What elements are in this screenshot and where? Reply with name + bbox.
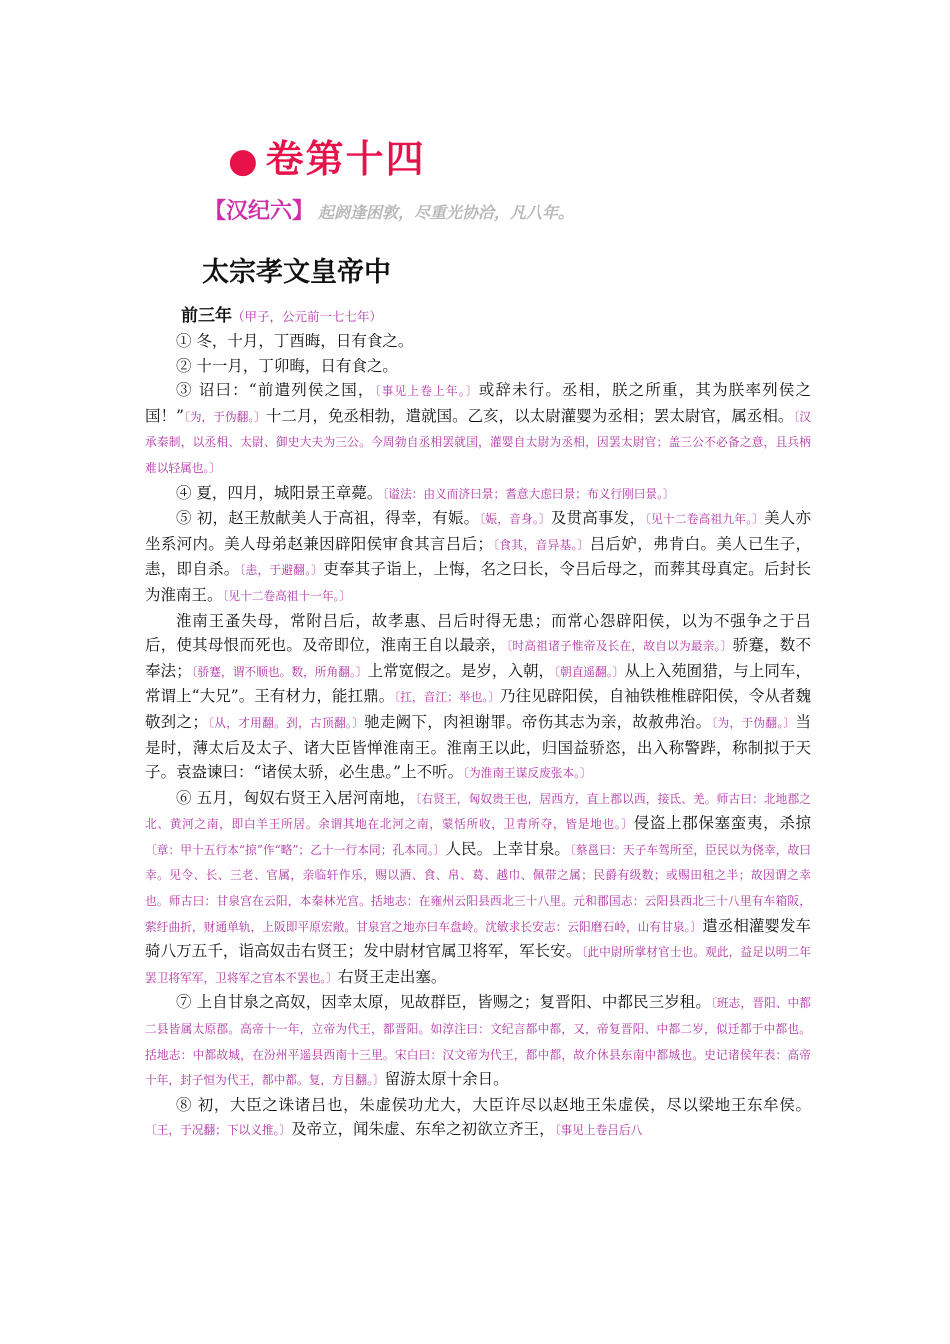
volume-title <box>228 128 426 183</box>
annotation-text: 〔食其，音异基。〕 <box>492 537 590 552</box>
main-text-run: 或辞未行。丞相，朕之所重，其为朕率列侯之国！” <box>145 381 811 425</box>
main-text-run: ⑦ 上自甘泉之高奴，因幸太原，见故群臣，皆赐之；复晋阳、中都民三岁租。 <box>176 993 711 1012</box>
main-text-run: 人民。上幸甘泉。 <box>445 839 570 858</box>
annotation-text: 〔娠，音身。〕 <box>479 512 551 527</box>
main-text-run: 十二月，免丞相勃，遣就国。乙亥，以太尉灌婴为丞相；罢太尉官，属丞相。 <box>265 406 794 425</box>
main-text-run: 淮南王蚤失母，常附吕后，故孝惠、吕后时得无患；而常心怨辟阳侯，以为不强争之于吕后，使其母恨而死也。及帝即位，淮南王自以最亲， <box>145 611 811 655</box>
main-text-run: 吏奉其子诣上，上悔，名之曰长，令吕后母之，而葬其母真定。后封长为淮南王。 <box>145 560 811 604</box>
paragraph <box>145 354 811 379</box>
paragraph <box>145 1093 811 1143</box>
bullet-icon: ● <box>228 141 260 181</box>
annotation-text: 〔为，于伪翻。〕 <box>711 715 796 730</box>
year-heading <box>181 301 382 326</box>
paragraph <box>145 329 811 354</box>
main-text-run: 从上入苑囿猎，与上同车，常谓上“大兄”。王有材力，能扛鼎。 <box>145 661 811 706</box>
main-text-run: 留游太原十余日。 <box>384 1070 509 1089</box>
annotation-text: 〔右贤王，匈奴贵王也，居西方，直上郡以西，接氐、羌。师古曰：北地郡之北、黄河之南，即白羊王所居。余谓其地在北河之南，蒙恬所收，卫青所夺，皆是地也。〕 <box>145 791 811 832</box>
annotation-text: 〔班志，晋阳、中都二县皆属太原郡。高帝十一年，立帝为代王，都晋阳。如淳注曰：文纪言都中都，又，帝复晋阳、中都二岁，似迁都于中都也。括地志：中都故城，在汾州平遥县西南十三里。宋白曰：汉文帝为代王，都中都，故介休县东南中都城也。史记诸侯年表：高帝十年，封子恒为代王，都中都。复，方目翻。〕 <box>145 996 811 1088</box>
main-text-run: 及帝立，闻朱虚、东牟之初欲立齐王， <box>291 1120 555 1139</box>
annotation-text: 〔骄蹇，谓不顺也。数，所角翻。〕 <box>191 664 368 679</box>
annotation-text: 〔谥法：由义而济曰景；耆意大虑曰景；布义行刚曰景。〕 <box>382 486 675 501</box>
annotation-text: 〔见十二卷高祖十一年。〕 <box>222 588 352 603</box>
main-text-run: ① 冬，十月，丁酉晦，日有食之。 <box>176 332 414 350</box>
chronicle-name: 【汉纪六】 <box>204 198 315 224</box>
volume-title-text: 卷第十四 <box>265 136 426 181</box>
main-text-run: 及贯高事发， <box>550 509 646 528</box>
year-label: 前三年 <box>181 306 232 326</box>
annotation-text: 〔扛，音江；举也。〕 <box>394 690 500 705</box>
year-note: （甲子，公元前一七七年） <box>232 309 383 324</box>
main-text-run: ⑧ 初，大臣之诛诸吕也，朱虚侯功尤大，大臣许尽以赵地王朱虚侯，尽以梁地王东牟侯。 <box>176 1095 811 1114</box>
annotation-text: 〔从，才用翻。刭，古顶翻。〕 <box>207 715 365 730</box>
main-text-run: 上常宽假之。是岁，入朝， <box>367 661 555 680</box>
paragraph <box>145 990 811 1092</box>
main-text-run: 右贤王走出塞。 <box>337 967 447 986</box>
main-text-run: ④ 夏，四月，城阳景王章薨。 <box>176 483 383 502</box>
paragraph <box>145 378 811 480</box>
paragraph <box>145 506 811 608</box>
annotation-text: 〔为，于伪翻。〕 <box>183 409 266 424</box>
paragraph <box>145 609 811 786</box>
annotation-text: 〔时高祖诸子惟帝及长在，故自以为最亲。〕 <box>506 639 733 654</box>
annotation-text: 〔蔡邕曰：天子车驾所至，臣民以为侥幸，故曰幸。见令、长、三老、官属，亲临轩作乐，赐以酒、食、帛、葛、越巾、佩带之属；民爵有级数；或赐田租之半；故因谓之幸也。师古曰：甘泉宫在云阳，本秦林光宫。括地志：在雍州云阳县西北三十八里。元和郡国志：云阳县西北三十八里有车箱阪，萦纡曲折，财通单轨，上阪即平原宏敞。甘泉宫之地亦曰车盘岭。沈敏求长安志：云阳磨石岭，山有甘泉。〕 <box>145 842 811 934</box>
chronicle-range-note: 起阏逢困敦，尽重光协洽，凡八年。 <box>318 203 575 222</box>
main-text-run: 侵盗上郡保塞蛮夷，杀掠 <box>633 814 811 833</box>
annotation-text: 〔此中尉所掌材官士也。观此，益足以明二年罢卫将军军，卫将军之官本不罢也。〕 <box>145 945 811 985</box>
annotation-text: 〔朝直遥翻。〕 <box>554 664 625 679</box>
annotation-text: 〔为淮南王谋反废张本。〕 <box>463 766 592 781</box>
paragraph <box>145 481 811 507</box>
annotation-text: 〔恚，于避翻。〕 <box>239 563 324 578</box>
emperor-heading: 太宗孝文皇帝中 <box>202 257 391 288</box>
annotation-text: 〔王，于况翻；下以义推。〕 <box>145 1123 292 1138</box>
paragraph <box>145 786 811 991</box>
annotation-text: 〔事见上卷上年。〕 <box>374 384 479 399</box>
main-text-run: 乃往见辟阳侯，自袖铁椎椎辟阳侯，令从者魏敬刭之； <box>145 687 811 731</box>
main-text-run: 驰走阙下，肉袒谢罪。帝伤其志为亲，故赦弗治。 <box>364 712 712 731</box>
main-text-run: 骄蹇，数不奉法； <box>145 636 811 680</box>
main-text-run: ③ 诏曰：“前遣列侯之国， <box>176 381 375 400</box>
annotation-text: 〔章：甲十五行本“掠”作“略”；乙十一行本同；孔本同。〕 <box>145 842 446 857</box>
annotation-text: 〔见十二卷高祖九年。〕 <box>645 512 765 527</box>
main-text-run: 吕后妒，弗肯白。美人已生子，恚，即自杀。 <box>145 534 811 579</box>
main-text-run: 当是时，薄太后及太子、诸大臣皆惮淮南王。淮南王以此，归国益骄恣，出入称警跸，称制拟于天子。袁盎谏曰：“诸侯太骄，必生患。”上不听。 <box>145 712 811 782</box>
annotation-text: 〔事见上卷吕后八 <box>554 1123 643 1138</box>
main-text-run: ⑥ 五月，匈奴右贤王入居河南地， <box>176 788 416 807</box>
main-text-run: ② 十一月，丁卯晦，日有食之。 <box>176 356 398 375</box>
main-text-run: 美人亦坐系河内。美人母弟赵兼因辟阳侯审食其言吕后； <box>145 509 811 553</box>
main-text-run: ⑤ 初，赵王敖献美人于高祖，得幸，有娠。 <box>176 509 480 528</box>
annotation-text: 〔汉承秦制，以丞相、太尉、御史大夫为三公。今周勃自丞相罢就国，灌婴自太尉为丞相，因罢太尉官；盖三公不必备之意，且兵柄难以轻属也。〕 <box>145 409 811 475</box>
chronicle-subtitle <box>204 194 574 225</box>
main-text-run: 遣丞相灌婴发车骑八万五千，诣高奴击右贤王；发中尉材官属卫将军，军长安。 <box>145 916 811 961</box>
main-text <box>145 329 811 1143</box>
